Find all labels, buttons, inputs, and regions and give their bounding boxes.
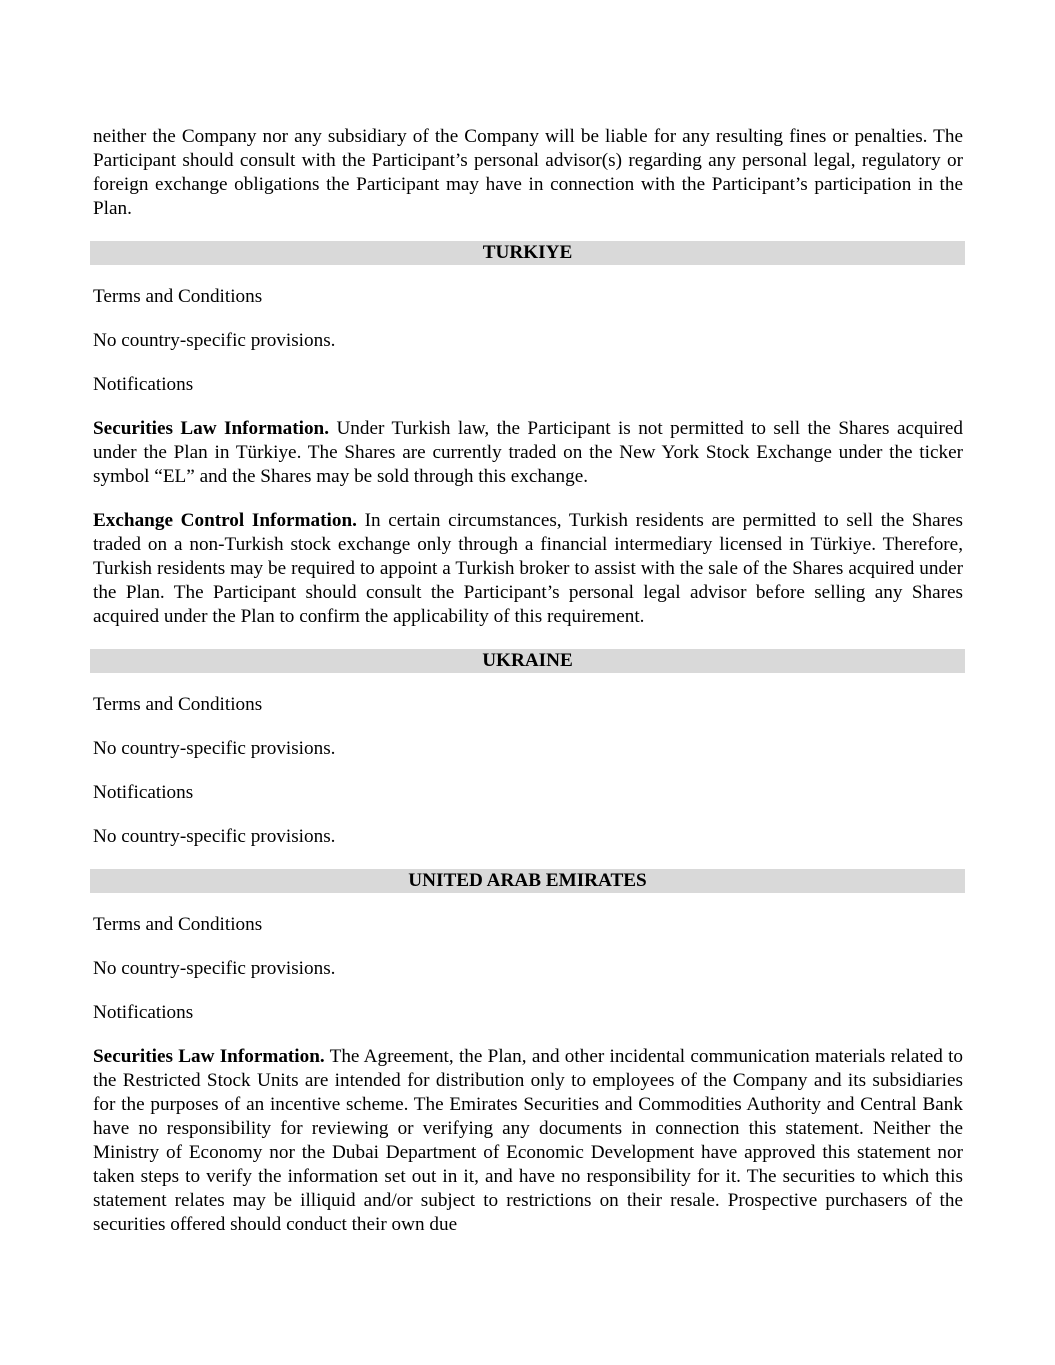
ukraine-terms-heading: Terms and Conditions: [93, 694, 263, 715]
turkiye-terms-text: No country-specific provisions.: [93, 330, 336, 351]
uae-terms-text: No country-specific provisions.: [93, 958, 336, 979]
uae-notifications-heading: Notifications: [93, 1002, 194, 1023]
section-header-ukraine: UKRAINE: [90, 649, 965, 673]
uae-terms-heading: Terms and Conditions: [93, 914, 263, 935]
uae-securities-paragraph: [93, 1045, 963, 1237]
turkiye-terms-heading: Terms and Conditions: [93, 286, 263, 307]
turkiye-exchange-text: In certain circumstances, Turkish residents are permitted to sell the Shares traded on a non-Turkish stock exchange only through a financial intermediary licensed in Türkiye. Therefore, Turkish residents may be required to appoint a Turkish broker to assist with the sale of the Shares acquired under the Plan. The Participant should consult the Participant’s personal legal advisor before selling any Shares acquired under the Plan to confirm the applicability of this requirement.: [93, 510, 963, 627]
turkiye-exchange-title: Exchange Control Information.: [93, 510, 357, 531]
section-header-uae: UNITED ARAB EMIRATES: [90, 869, 965, 893]
uae-securities-text: The Agreement, the Plan, and other incidental communication materials related to the Restricted Stock Units are intended for distribution only to employees of the Company and its subsidiaries for the purposes of an incentive scheme. The Emirates Securities and Commodities Authority and Central Bank have no responsibility for reviewing or verifying any documents in connection this statement. Neither the Ministry of Economy nor the Dubai Department of Economic Development have approved this statement nor taken steps to verify the information set out in it, and have no responsibility for it. The securities to which this statement relates may be illiquid and/or subject to restrictions on their resale. Prospective purchasers of the securities offered should conduct their own due: [93, 1046, 963, 1235]
ukraine-notifications-text: No country-specific provisions.: [93, 826, 336, 847]
turkiye-securities-paragraph: [93, 417, 963, 489]
turkiye-securities-text: Under Turkish law, the Participant is not permitted to sell the Shares acquired under the Plan in Türkiye. The Shares are currently traded on the New York Stock Exchange under the ticker symbol “EL” and the Shares may be sold through this exchange.: [93, 418, 963, 487]
intro-paragraph: neither the Company nor any subsidiary of the Company will be liable for any resulting fines or penalties. The Participant should consult with the Participant’s personal advisor(s) regarding any personal legal, regulatory or foreign exchange obligations the Participant may have in connection with the Participant’s participation in the Plan.: [93, 126, 963, 219]
turkiye-exchange-paragraph: [93, 509, 963, 629]
section-header-turkiye: TURKIYE: [90, 241, 965, 265]
turkiye-securities-title: Securities Law Information.: [93, 418, 330, 439]
turkiye-notifications-heading: Notifications: [93, 374, 194, 395]
document-page: [93, 125, 963, 1257]
ukraine-terms-text: No country-specific provisions.: [93, 738, 336, 759]
ukraine-notifications-heading: Notifications: [93, 782, 194, 803]
uae-securities-title: Securities Law Information.: [93, 1046, 325, 1067]
